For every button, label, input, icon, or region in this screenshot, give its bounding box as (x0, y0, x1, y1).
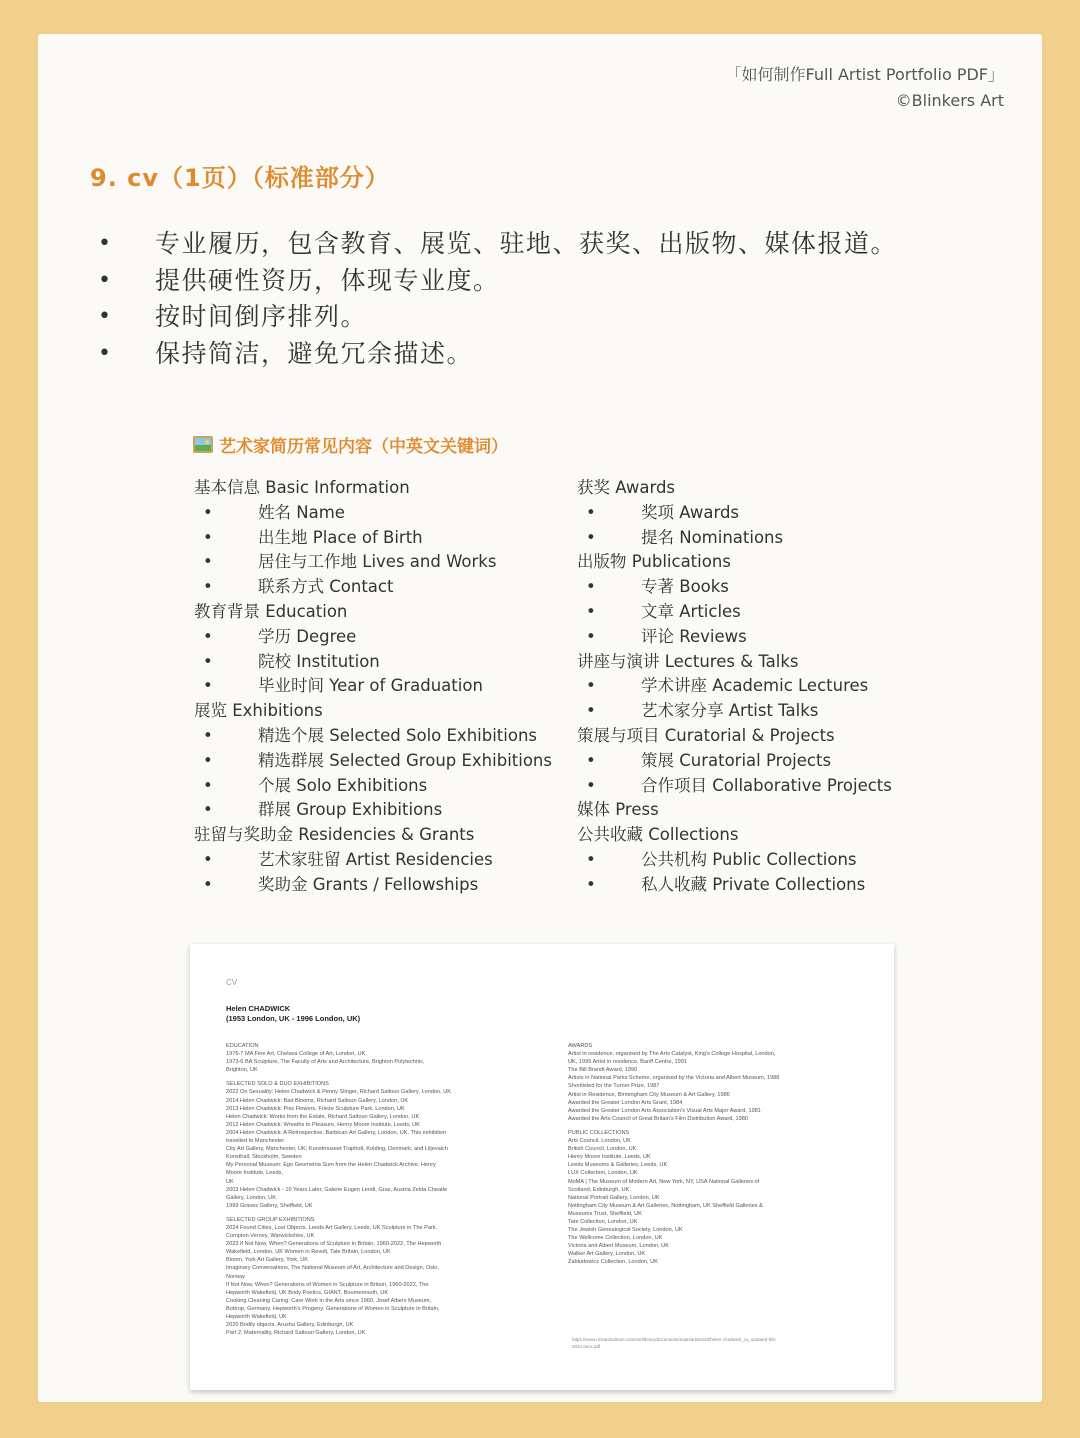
cv-line: If Not Now, When? Generations of Women in Sculpture in Britain, 1960-2022, The (226, 1281, 429, 1288)
bullet-dot: • (203, 502, 213, 522)
framed-picture-icon (193, 436, 213, 453)
cv-section (226, 1080, 494, 1210)
cv-line: 2003 Helen Chadwick - 10 Years Later, Galerie Eugen Lendl, Graz, Austria Zelda Cheatle (226, 1186, 448, 1193)
cv-line: British Council, London, UK (568, 1146, 637, 1153)
cv-line: Helen Chadwick: Works from the Estate, Richard Saltoun Gallery, London, UK (226, 1113, 420, 1120)
cv-line: Scotland, Edinburgh, UK (568, 1186, 630, 1193)
keyword-item-text: 院校 Institution (258, 651, 380, 671)
keyword-item (577, 600, 892, 625)
keyword-item (577, 774, 892, 799)
keyword-item-text: 个展 Solo Exhibitions (258, 775, 428, 795)
keyword-item-text: 评论 Reviews (641, 626, 747, 646)
cv-left-column (226, 1042, 494, 1343)
cv-line: Artist in residence, organised by The Arts Catalyst, King's College Hospital, London, (568, 1051, 776, 1058)
cv-line: Hepworth Wakefield, UK (226, 1314, 287, 1320)
cv-line: The Jewish Genealogical Society, London, UK (568, 1227, 683, 1234)
keyword-item-text: 艺术家分享 Artist Talks (641, 701, 819, 721)
cv-line: Wakefield, London, UK Women in Revolt, Tate Britain, London, UK (226, 1249, 391, 1256)
cv-line: 1976-7 MA Fine Art, Chelsea College of Art, London, UK (226, 1051, 366, 1058)
cv-line: Artist in Residence, Birmingham City Museum & Art Gallery, 1986 (568, 1091, 730, 1098)
keyword-item-text: 奖项 Awards (641, 502, 740, 522)
keyword-item (577, 674, 892, 699)
cv-line: Arts Council, London, UK (568, 1138, 631, 1145)
keyword-item-text: 群展 Group Exhibitions (258, 800, 443, 820)
keyword-item-text: 艺术家驻留 Artist Residencies (258, 849, 493, 869)
cv-section-heading: SELECTED GROUP EXHIBITIONS (226, 1216, 315, 1223)
summary-bullet (98, 336, 897, 373)
keyword-item (194, 774, 552, 799)
cv-line: Henry Moore Institute, Leeds, UK (568, 1154, 651, 1161)
keyword-item (194, 873, 552, 898)
cv-line: 2012 Helen Chadwick: Wreaths to Pleasure, Henry Moore Institute, Leeds, UK (226, 1121, 420, 1128)
keyword-item (577, 526, 892, 551)
keyword-category: 策展与项目 Curatorial & Projects (577, 725, 835, 745)
cv-line: Zabludowicz Collection, London, UK (568, 1259, 658, 1266)
cv-section-heading: SELECTED SOLO & DUO EXHIBITIONS (226, 1081, 329, 1088)
cv-line: 2013 Helen Chadwick: Piss Flowers, Frieze Sculpture Park, London, UK (226, 1105, 405, 1112)
bullet-dot: • (586, 527, 596, 547)
keyword-category: 媒体 Press (577, 800, 659, 820)
summary-bullet (98, 299, 897, 336)
keyword-item-text: 合作项目 Collaborative Projects (641, 775, 892, 795)
keyword-item-text: 策展 Curatorial Projects (641, 750, 832, 770)
bullet-text: 专业履历，包含教育、展览、驻地、获奖、出版物、媒体报道。 (155, 229, 898, 258)
keyword-category: 出版物 Publications (577, 552, 731, 572)
keyword-item-text: 出生地 Place of Birth (258, 527, 423, 547)
cv-line: Imaginary Conversations, The National Museum of Art, Architecture and Design, Oslo, (226, 1265, 439, 1272)
cv-section (226, 1042, 494, 1074)
cv-line: travelled to Manchester (226, 1138, 285, 1145)
cv-line: MoMA | The Museum of Modern Art, New York, NY, USA National Galleries of (568, 1178, 760, 1185)
cv-section (226, 1216, 494, 1337)
keyword-item (577, 749, 892, 774)
keyword-item (194, 501, 552, 526)
cv-line: Cooking Cleaning Caring: Care Work in the Arts since 1960, Josef Albers Museum, (226, 1297, 432, 1304)
keyword-item-text: 姓名 Name (258, 502, 345, 522)
keyword-item-text: 精选群展 Selected Group Exhibitions (258, 750, 552, 770)
bullet-dot: • (586, 601, 596, 621)
cv-line: 1999 Graves Gallery, Sheffield, UK (226, 1202, 313, 1209)
cv-artist-name: Helen CHADWICK (226, 1004, 291, 1013)
cv-line: Bloom, York Art Gallery, York, UK (226, 1257, 308, 1264)
keywords-heading (193, 432, 508, 457)
bullet-dot: • (203, 626, 213, 646)
cv-line: Awarded the Greater London Arts Association's Visual Arts Major Award, 1981 (568, 1107, 761, 1114)
cv-doc-tag: CV (226, 978, 238, 987)
cv-line: The Bill Brandt Award, 1990 (568, 1067, 638, 1074)
keyword-item (577, 699, 892, 724)
bullet-dot: • (98, 304, 113, 329)
bullet-dot: • (98, 231, 113, 256)
cv-line: Moore Institute, Leeds, (226, 1170, 283, 1177)
keyword-item (577, 501, 892, 526)
keyword-category: 讲座与演讲 Lectures & Talks (577, 651, 799, 671)
keyword-item (194, 625, 552, 650)
cv-section-heading: EDUCATION (226, 1043, 259, 1049)
bullet-dot: • (203, 849, 213, 869)
cv-line: 2014 Helen Chadwick: Bad Blooms, Richard Saltoun Gallery, London, UK (226, 1097, 409, 1104)
bullet-text: 按时间倒序排列。 (155, 302, 368, 331)
cv-line: Konsthall, Stockholm, Sweden (226, 1154, 302, 1161)
keyword-item (577, 848, 892, 873)
keyword-item (194, 526, 552, 551)
bullet-dot: • (586, 849, 596, 869)
keyword-category: 基本信息 Basic Information (194, 478, 410, 497)
watermark (726, 62, 1004, 114)
keyword-category: 驻留与奖助金 Residencies & Grants (194, 825, 475, 845)
keyword-item-text: 学历 Degree (258, 626, 357, 646)
bullet-dot: • (203, 552, 213, 572)
keyword-item (577, 575, 892, 600)
cv-line: UK (226, 1178, 234, 1185)
keyword-item-text: 毕业时间 Year of Graduation (258, 676, 483, 696)
bullet-dot: • (586, 874, 596, 894)
keywords-left-column (194, 476, 552, 898)
keyword-item-text: 文章 Articles (641, 601, 741, 621)
cv-line: 1973-6 BA Sculpture, The Faculty of Arts and Architecture, Brighton Polytechnic, (226, 1059, 425, 1066)
cv-line: Leeds Museums & Galleries, Leeds, UK (568, 1162, 668, 1169)
bullet-dot: • (586, 775, 596, 795)
cv-line: 2023 If Not Now, When? Generations of Sculpture in Britain, 1960-2022, The Hepworth (226, 1241, 442, 1248)
cv-line: My Personal Museum: Ego Geometria Sum from the Helen Chadwick Archive, Henry (226, 1162, 436, 1169)
watermark-title: 「如何制作Full Artist Portfolio PDF」 (725, 65, 1004, 84)
bullet-dot: • (98, 340, 113, 366)
keyword-item-text: 联系方式 Contact (258, 577, 394, 597)
cv-line: Part 2: Maternality, Richard Saltoun Gallery, London, UK (226, 1330, 366, 1337)
keyword-item-text: 精选个展 Selected Solo Exhibitions (258, 725, 538, 745)
cv-line: Gallery, London, UK (226, 1194, 276, 1201)
keyword-item (577, 873, 892, 898)
cv-artist-dates: (1953 London, UK - 1996 London, UK) (226, 1014, 361, 1023)
keyword-item (577, 625, 892, 650)
keyword-item-text: 提名 Nominations (641, 527, 784, 547)
cv-line: The Wellcome Collection, London, UK (568, 1235, 663, 1242)
cv-line: Victoria and Albert Museum, London, UK (568, 1243, 669, 1250)
keyword-item-text: 居住与工作地 Lives and Works (258, 552, 497, 572)
keyword-item (194, 650, 552, 675)
keywords-right-column (577, 476, 892, 898)
bullet-dot: • (586, 626, 596, 646)
keyword-item (194, 674, 552, 699)
bullet-dot: • (586, 577, 596, 597)
cv-source-url: https://www.richardsaltoun.com/usr/library/documents/main/artists/33/helen-chadwick_cv_updated-feb-2024.docx.pdf (572, 1337, 777, 1349)
cv-line: Tate Collection, London, UK (568, 1218, 638, 1225)
keyword-item-text: 专著 Books (641, 577, 729, 597)
section-title: 9. cv（1页）（标准部分） (90, 164, 390, 192)
cv-line: 2022 On Sexuality: Helen Chadwick & Penny Slinger, Richard Saltoun Gallery, London, UK (226, 1089, 452, 1096)
keyword-category: 公共收藏 Collections (577, 825, 739, 845)
summary-bullet (98, 226, 897, 263)
keyword-item (194, 575, 552, 600)
bullet-dot: • (203, 775, 213, 795)
cv-line: Hepworth Wakefield, UK Body Poetics, GIANT, Bournemouth, UK (226, 1289, 389, 1296)
cv-line: Walker Art Gallery, London, UK (568, 1251, 646, 1258)
cv-line: National Portrait Gallery, London, UK (568, 1194, 660, 1201)
keyword-item (194, 749, 552, 774)
bullet-dot: • (586, 701, 596, 721)
bullet-dot: • (586, 750, 596, 770)
bullet-dot: • (203, 651, 213, 671)
bullet-dot: • (586, 502, 596, 522)
keyword-item-text: 学术讲座 Academic Lectures (641, 676, 869, 696)
page-frame (38, 34, 1042, 1402)
keyword-item-text: 奖助金 Grants / Fellowships (258, 874, 479, 894)
cv-line: 2024 Found Cities, Lost Objects. Leeds Art Gallery, Leeds, UK Sculpture in The Park. (226, 1224, 438, 1231)
cv-section-heading: AWARDS (568, 1043, 593, 1049)
cv-line: Brighton, UK (226, 1067, 258, 1074)
keyword-item-text: 私人收藏 Private Collections (641, 874, 866, 894)
bullet-text: 提供硬性资历，体现专业度。 (155, 265, 500, 295)
cv-line: UK, 1995 Artist in residence, Banff Centre, 1991 (568, 1059, 687, 1066)
keyword-category: 教育背景 Education (194, 601, 348, 621)
keyword-item (194, 848, 552, 873)
summary-bullet-list (98, 226, 897, 372)
cv-line: Museums Trust, Sheffield, UK (568, 1210, 642, 1217)
bullet-dot: • (586, 676, 596, 696)
watermark-credit: ©Blinkers Art (895, 91, 1004, 110)
keyword-category: 获奖 Awards (577, 478, 676, 497)
bullet-dot: • (203, 527, 213, 547)
cv-line: Artists in National Parks Scheme, organised by the Victoria and Albert Museum, 1988 (568, 1075, 780, 1082)
cv-section-heading: PUBLIC COLLECTIONS (568, 1129, 630, 1136)
bullet-dot: • (203, 725, 213, 745)
keywords-heading-text: 艺术家简历常见内容（中英文关键词） (219, 437, 508, 457)
cv-line: 2004 Helen Chadwick: A Retrospective, Barbican Art Gallery, London, UK. This exhibition (226, 1129, 447, 1136)
cv-line: 2020 Bodily objects. Arusha Gallery, Edinburgh, UK (226, 1322, 354, 1329)
keyword-item (194, 798, 552, 823)
bullet-dot: • (203, 577, 213, 597)
cv-line: Bottrop, Germany. Hepworth's Progeny: Generations of Women in Sculpture in Britain, (226, 1305, 440, 1312)
cv-section (568, 1129, 826, 1267)
bullet-dot: • (203, 750, 213, 770)
bullet-text: 保持简洁，避免冗余描述。 (155, 338, 474, 368)
cv-line: Compton Verney, Warwickshire, UK (226, 1233, 315, 1240)
keyword-item (194, 550, 552, 575)
bullet-dot: • (203, 874, 213, 894)
cv-line: LUX Collection, London, UK (568, 1170, 638, 1177)
cv-line: City Art Gallery, Manchester, UK; Kunstmuseet Trapholt, Kolding, Denmark; and Liljevalch (226, 1146, 448, 1153)
cv-line: Awarded the Arts Council of Great Britain's Film Distribution Award, 1980 (568, 1115, 748, 1122)
keyword-item (194, 724, 552, 749)
cv-example-document (190, 944, 894, 1390)
cv-line: Nottingham City Museum & Art Galleries, Nottingham, UK Sheffield Galleries & (568, 1202, 763, 1209)
cv-line: Shortlisted for the Turner Prize, 1987 (568, 1083, 660, 1090)
cv-section (568, 1042, 826, 1123)
bullet-dot: • (203, 676, 213, 696)
bullet-dot: • (98, 267, 113, 293)
cv-line: Norway (226, 1273, 245, 1280)
cv-artist-header (226, 1004, 360, 1024)
cv-line: Awarded the Greater London Arts Grant, 1984 (568, 1099, 683, 1106)
bullet-dot: • (203, 800, 213, 820)
cv-right-column (568, 1042, 826, 1273)
summary-bullet (98, 263, 897, 300)
keyword-item-text: 公共机构 Public Collections (641, 849, 857, 869)
keyword-category: 展览 Exhibitions (194, 701, 323, 721)
